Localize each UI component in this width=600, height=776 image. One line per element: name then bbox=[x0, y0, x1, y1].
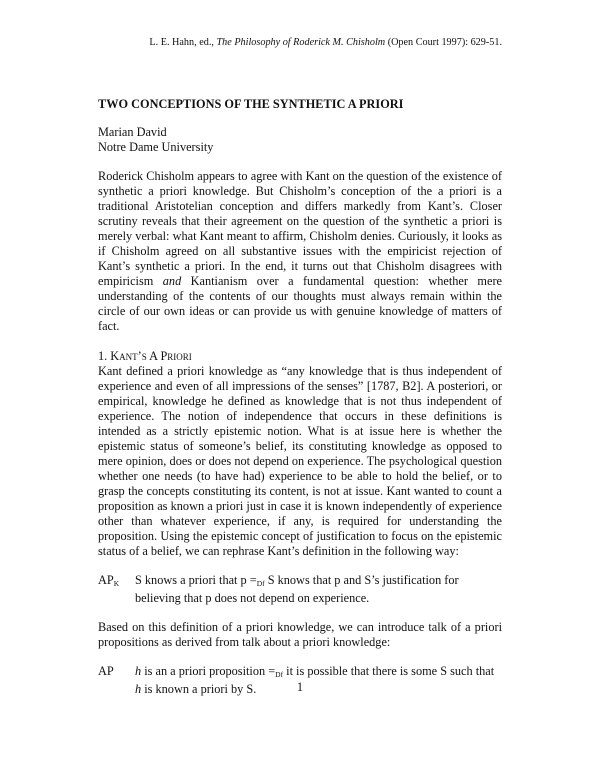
transition-paragraph: Based on this definition of a priori knowledge, we can introduce talk of a priori propositions as derived from talk about a priori knowledge: bbox=[98, 620, 502, 649]
section-paragraph: Kant defined a priori knowledge as “any knowledge that is thus independent of experience and even of all impressions of the senses” [1787, B2]. A posteriori, or empirical, knowledge he defined as knowledge that is not thus independent of experience. The notion of independence that occurs in these definitions is intended as a strictly epistemic notion. What is at issue here is whether the epistemic status of someone’s belief, its constituting knowledge as opposed to mere opinion, does or does not depend on experience. The psychological question whether one needs (to have had) experience to be able to hold the belief, or to grasp the concepts constituting its content, is not at issue. Kant wanted to count a proposition as known a priori just in case it is known independently of experience other than whatever experience, if any, is required for understanding the proposition. Using the epistemic concept of justification to focus on the epistemic status of a belief, we can rephrase Kant’s definition in the following way: bbox=[98, 364, 502, 558]
page-number: 1 bbox=[296, 680, 304, 694]
definition-label: $AP_K$ bbox=[98, 573, 120, 588]
book-title: The Philosophy of Roderick M. Chisholm bbox=[216, 37, 386, 48]
definition-label: AP bbox=[98, 664, 114, 678]
article-body bbox=[98, 97, 502, 711]
definition-apk bbox=[98, 573, 502, 606]
paper-title: TWO CONCEPTIONS OF THE SYNTHETIC A PRIORI bbox=[98, 97, 404, 111]
running-header-citation: L. E. Hahn, ed., The Philosophy of Roderick M. Chisholm (Open Court 1997): 629-51. bbox=[149, 37, 502, 48]
definition-text: h is an a priori proposition $=_{Df}$ it is possible that there is some S such that h is known a priori by S. bbox=[135, 664, 495, 696]
author-name: Marian David bbox=[98, 125, 167, 139]
definition-text: S knows a priori that $p =_{Df}$ S knows that p and S’s justification for believing that p does not depend on experience. bbox=[135, 573, 459, 605]
abstract-paragraph: Roderick Chisholm appears to agree with Kant on the question of the existence of synthetic a priori knowledge. But Chisholm’s conception of the a priori is a traditional Aristotelian conception and differs markedly from Kant’s. Closer scrutiny reveals that their agreement on the question of the synthetic a priori is merely verbal: what Kant meant to affirm, Chisholm denies. Curiously, it looks as if Chisholm agreed on all substantive issues with the empiricist rejection of Kant’s synthetic a priori. In the end, it turns out that Chisholm disagrees with empiricism and Kantianism over a fundamental question: whether mere understanding of the contents of our thoughts must always remain within the circle of our own ideas or can provide us with genuine knowledge of matters of fact. bbox=[98, 169, 502, 333]
section-heading: 1. Kant’s A Priori bbox=[98, 349, 192, 363]
author-affiliation: Notre Dame University bbox=[98, 140, 214, 154]
